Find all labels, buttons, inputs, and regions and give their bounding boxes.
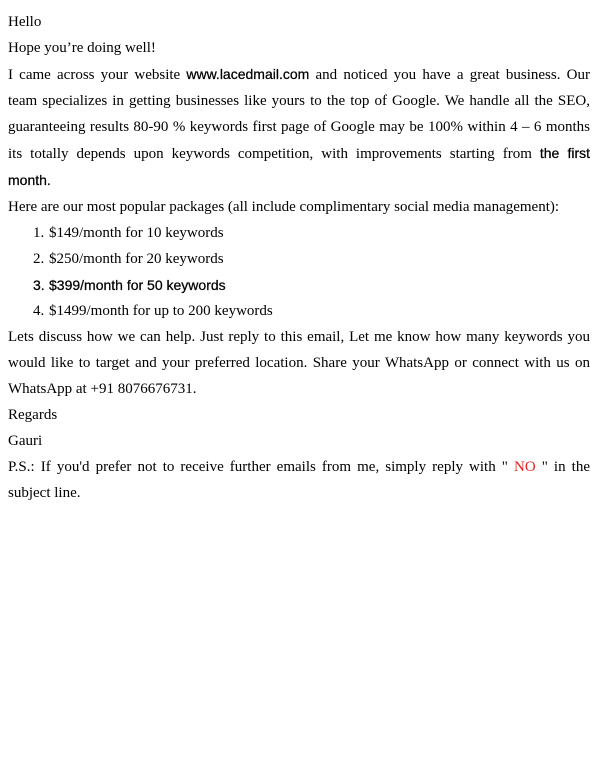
package-label: $399/month for 50 keywords — [49, 277, 226, 293]
package-number: 4. — [33, 303, 45, 319]
email-body — [8, 9, 590, 506]
package-number: 3. — [33, 277, 45, 293]
package-label: $1499/month for up to 200 keywords — [49, 303, 273, 319]
website-link[interactable]: www.lacedmail.com — [186, 66, 310, 82]
packages-intro: Here are our most popular packages (all include complimentary social media management): — [8, 199, 560, 215]
package-item — [33, 246, 590, 272]
postscript — [8, 454, 590, 506]
sign-off: Regards — [8, 407, 58, 423]
pitch-emphasis: the first month — [8, 145, 590, 188]
sender-name: Gauri — [8, 433, 43, 449]
package-number: 2. — [33, 251, 45, 267]
pitch-text-before-site: I came across your website — [8, 67, 187, 83]
package-item-highlighted — [33, 272, 590, 298]
pitch-end: . — [46, 172, 51, 188]
packages-list — [8, 220, 590, 324]
package-number: 1. — [33, 225, 45, 241]
package-item — [33, 220, 590, 246]
postscript-prefix: P.S.: If you'd prefer not to receive further emails from me, simply reply with " — [8, 459, 514, 475]
greeting: Hello — [8, 14, 42, 30]
opener: Hope you’re doing well! — [8, 40, 156, 56]
package-label: $149/month for 10 keywords — [49, 225, 224, 241]
call-to-action: Lets discuss how we can help. Just reply to this email, Let me know how many keywords you would like to target and your preferred location. Share your WhatsApp or connect with us on WhatsApp at +91 8076676731. — [8, 329, 590, 397]
postscript-suffix: " in the subject line. — [8, 459, 590, 501]
package-label: $250/month for 20 keywords — [49, 251, 224, 267]
pitch-paragraph — [8, 61, 590, 194]
pitch-text-after-site: and noticed you have a great business. Our team specializes in getting businesses like yours to the top of Google. We handle all the SEO, guaranteeing results 80-90 % keywords first page of Google may be 100% within 4 – 6 months its totally depends upon keywords competition, with improvements starting from — [8, 67, 590, 162]
package-item — [33, 298, 590, 324]
unsubscribe-keyword: NO — [514, 459, 536, 475]
